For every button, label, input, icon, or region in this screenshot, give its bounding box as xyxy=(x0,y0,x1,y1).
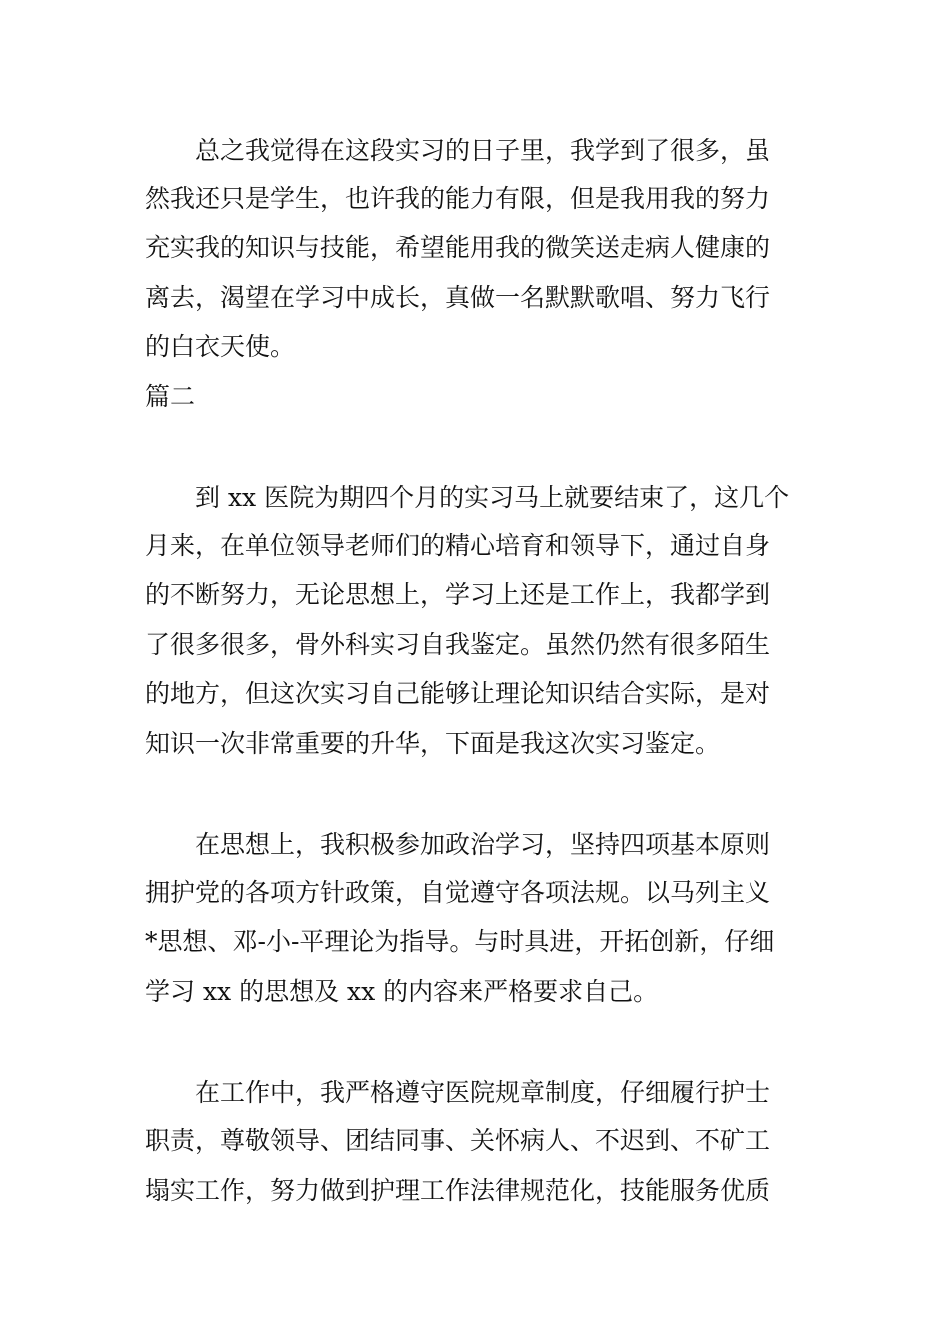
text-line: *思想、邓-小-平理论为指导。与时具进，开拓创新，仔细 xyxy=(145,927,775,956)
text-line: 月来，在单位领导老师们的精心培育和领导下，通过自身 xyxy=(145,531,771,560)
text-line: 了很多很多，骨外科实习自我鉴定。虽然仍然有很多陌生 xyxy=(145,630,771,659)
text-line: 到 xx 医院为期四个月的实习马上就要结束了，这几个 xyxy=(145,483,790,512)
text-line: 的地方，但这次实习自己能够让理论知识结合实际，是对 xyxy=(145,679,771,708)
text-line: 拥护党的各项方针政策，自觉遵守各项法规。以马列主义 xyxy=(145,878,771,907)
text-line: 的白衣天使。 xyxy=(145,332,296,361)
text-line: 塌实工作，努力做到护理工作法律规范化，技能服务优质 xyxy=(145,1176,771,1205)
text-line: 总之我觉得在这段实习的日子里，我学到了很多，虽 xyxy=(145,136,771,165)
text-line: 知识一次非常重要的升华，下面是我这次实习鉴定。 xyxy=(145,729,721,758)
text-line: 离去，渴望在学习中成长，真做一名默默歌唱、努力飞行 xyxy=(145,283,771,312)
text-line: 在工作中，我严格遵守医院规章制度，仔细履行护士 xyxy=(145,1078,771,1107)
section-title: 篇二 xyxy=(145,382,196,411)
text-line: 的不断努力，无论思想上，学习上还是工作上，我都学到 xyxy=(145,580,771,609)
text-line: 在思想上，我积极参加政治学习，坚持四项基本原则 xyxy=(145,830,771,859)
text-line: 职责，尊敬领导、团结同事、关怀病人、不迟到、不矿工 xyxy=(145,1126,771,1155)
text-line: 然我还只是学生，也许我的能力有限，但是我用我的努力 xyxy=(145,184,771,213)
text-line: 充实我的知识与技能，希望能用我的微笑送走病人健康的 xyxy=(145,233,771,262)
text-line: 学习 xx 的思想及 xx 的内容来严格要求自己。 xyxy=(145,977,659,1006)
